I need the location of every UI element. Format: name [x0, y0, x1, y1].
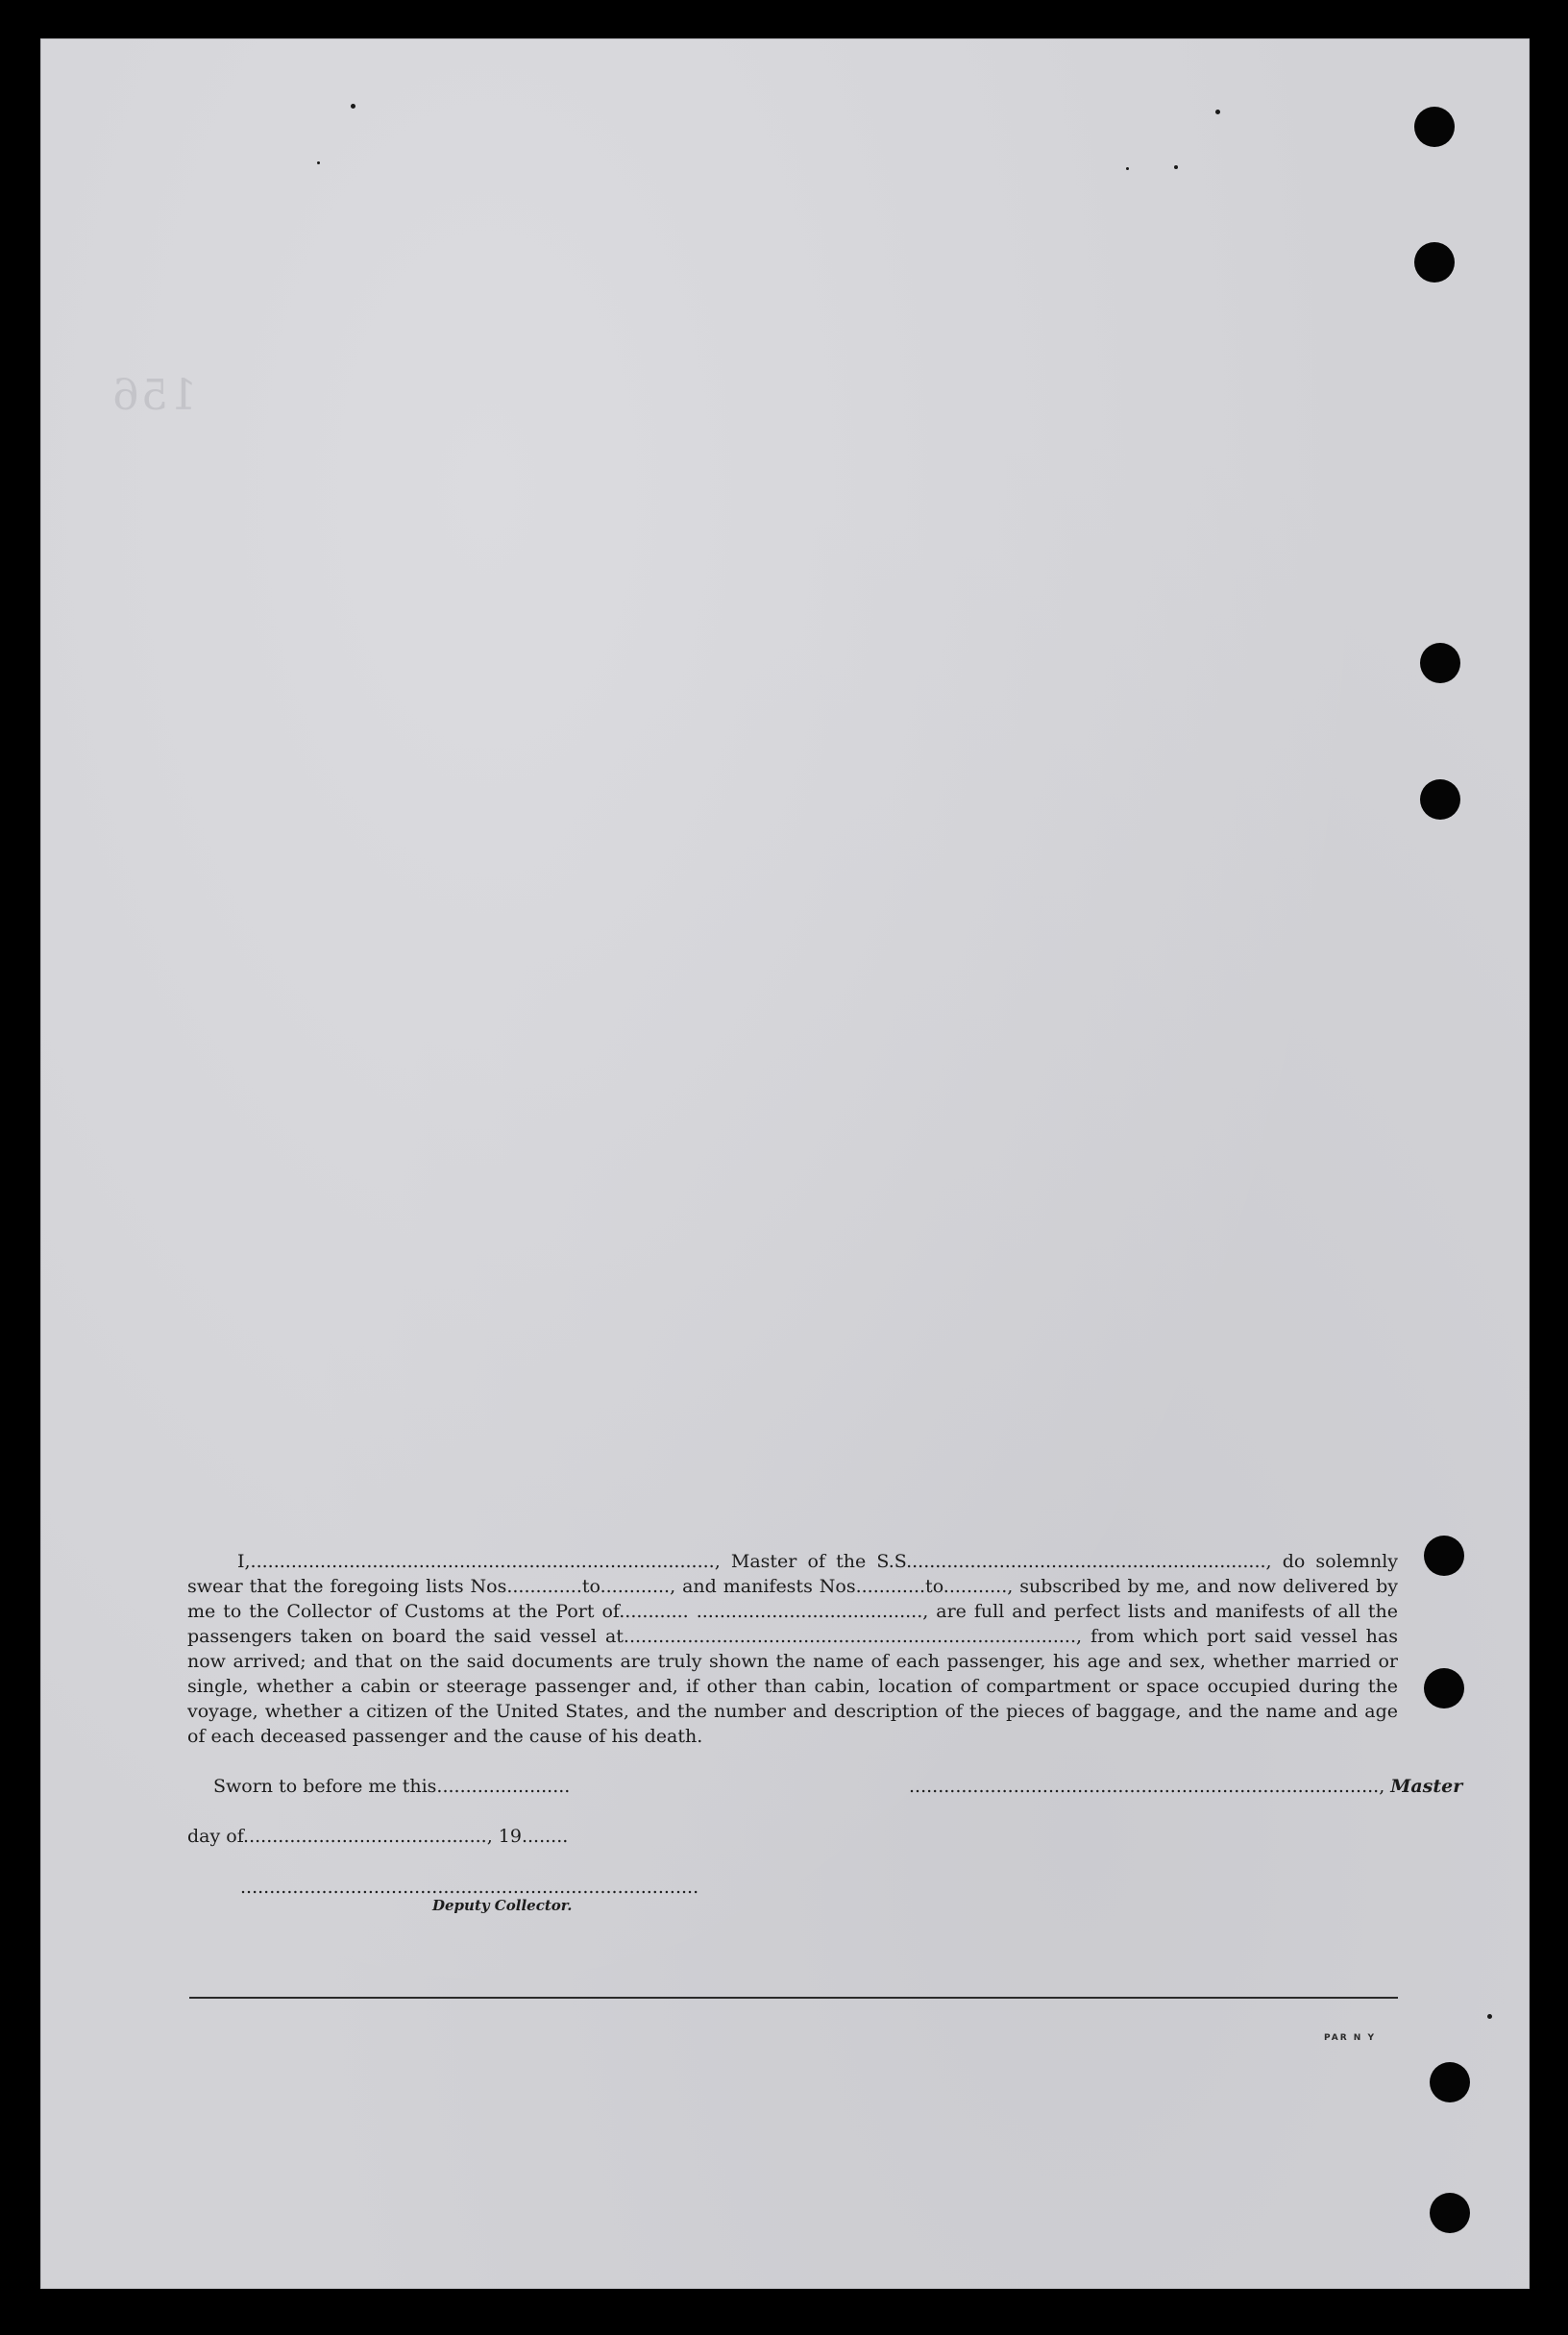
footer-rule	[189, 1997, 1398, 1999]
oath-paragraph: I,................................................................................, Master of the S.S.............................................................., do solemnly swear that the foregoing lists Nos.............to............, and manifests Nos............to..........., subscribed by me, and now delivered by me to the Collector of Customs at the Port of............ ......................................., are full and perfect lists and manifests of all the passengers taken on board the said vessel at.............................................................................., from which port said vessel has now arrived; and that on the said documents are truly shown the name of each passenger, his age and sex, whether married or single, whether a cabin or steerage passenger and, if other than cabin, location of compartment or space occupied during the voyage, whether a citizen of the United States, and the number and description of the pieces of baggage, and the name and age of each deceased passenger and the cause of his death.	[187, 1551, 1398, 1747]
day-of-line: day of.........................................., 19........	[187, 1826, 569, 1847]
dust-speck	[1215, 110, 1220, 114]
punch-hole-3	[1420, 643, 1460, 683]
dust-speck	[317, 161, 320, 164]
punch-hole-8	[1430, 2193, 1470, 2233]
manifest-sheet	[40, 38, 1530, 2289]
master-signature-dots: .................................................................................,	[909, 1776, 1385, 1797]
printer-mark: PAR N Y	[1324, 2033, 1376, 2043]
sworn-before-line: Sworn to before me this.......................	[213, 1776, 571, 1797]
punch-hole-2	[1414, 242, 1455, 283]
dust-speck	[1174, 165, 1178, 169]
deputy-collector-label: Deputy Collector.	[432, 1897, 573, 1914]
dust-speck	[1487, 2014, 1492, 2019]
bleed-through-page-number: 156	[110, 371, 197, 420]
dust-speck	[1126, 167, 1129, 170]
punch-hole-4	[1420, 779, 1460, 820]
punch-hole-6	[1424, 1668, 1464, 1708]
punch-hole-1	[1414, 107, 1455, 147]
punch-hole-7	[1430, 2062, 1470, 2102]
deputy-signature-line: ...............................................................................	[240, 1877, 699, 1898]
punch-hole-5	[1424, 1536, 1464, 1576]
dust-speck	[351, 104, 355, 109]
master-label: Master	[1390, 1776, 1463, 1797]
master-signature-line	[909, 1776, 1462, 1797]
